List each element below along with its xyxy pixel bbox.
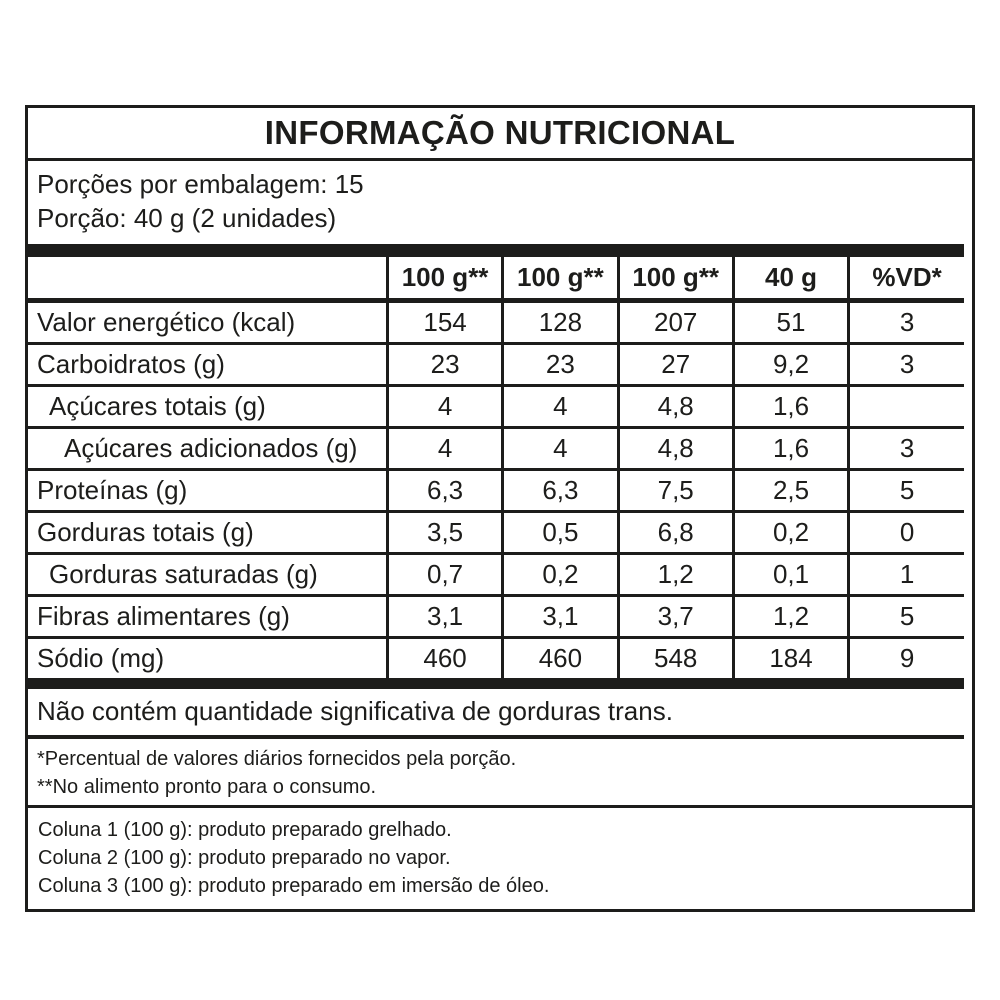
row-value: 3,7 (618, 596, 733, 638)
table-row-saturated-fat (28, 554, 964, 596)
row-value: 2,5 (733, 470, 848, 512)
serving-size: Porção: 40 g (2 unidades) (37, 203, 337, 233)
thick-divider-bar-top (28, 244, 964, 257)
row-value: 207 (618, 301, 733, 344)
row-value: 7,5 (618, 470, 733, 512)
row-value: 5 (849, 470, 964, 512)
nutrition-label-box (25, 105, 975, 813)
nutrition-table (28, 257, 964, 681)
row-value: 1,2 (733, 596, 848, 638)
row-label: Proteínas (g) (28, 470, 387, 512)
row-value: 4,8 (618, 386, 733, 428)
table-row-fiber (28, 596, 964, 638)
row-value: 23 (387, 344, 502, 386)
row-value: 3 (849, 344, 964, 386)
row-value: 3,1 (503, 596, 618, 638)
column-header-100g-3: 100 g** (618, 257, 733, 301)
serving-info (28, 161, 972, 244)
column-header-100g-1: 100 g** (387, 257, 502, 301)
footnote-daily-values: *Percentual de valores diários fornecidos pela porção. (37, 748, 517, 770)
table-row-protein (28, 470, 964, 512)
row-value: 4 (503, 428, 618, 470)
table-row-total-sugars (28, 386, 964, 428)
row-value: 27 (618, 344, 733, 386)
table-row-sodium (28, 638, 964, 680)
table-row-energy (28, 301, 964, 344)
row-value: 0 (849, 512, 964, 554)
footnote-ready-to-eat: **No alimento pronto para o consumo. (37, 776, 377, 798)
row-label: Valor energético (kcal) (28, 301, 387, 344)
row-label: Gorduras totais (g) (28, 512, 387, 554)
row-value: 1,6 (733, 386, 848, 428)
column-note-1: Coluna 1 (100 g): produto preparado grelhado. (38, 819, 452, 841)
row-value: 51 (733, 301, 848, 344)
row-label: Sódio (mg) (28, 638, 387, 680)
thick-divider-bar-bottom (28, 681, 964, 689)
column-header-100g-2: 100 g** (503, 257, 618, 301)
label-title: INFORMAÇÃO NUTRICIONAL (28, 108, 972, 161)
row-value: 184 (733, 638, 848, 680)
column-note-2: Coluna 2 (100 g): produto preparado no vapor. (38, 847, 451, 869)
row-value: 23 (503, 344, 618, 386)
row-value: 460 (503, 638, 618, 680)
row-value: 6,8 (618, 512, 733, 554)
row-value (849, 386, 964, 428)
row-value: 4 (387, 386, 502, 428)
row-value: 0,7 (387, 554, 502, 596)
row-value: 3 (849, 301, 964, 344)
row-value: 128 (503, 301, 618, 344)
row-value: 5 (849, 596, 964, 638)
column-header-empty (28, 257, 387, 301)
row-label: Açúcares adicionados (g) (28, 428, 387, 470)
servings-per-package: Porções por embalagem: 15 (37, 169, 364, 199)
row-label: Carboidratos (g) (28, 344, 387, 386)
column-notes-box (25, 805, 975, 912)
table-row-added-sugars (28, 428, 964, 470)
row-value: 9,2 (733, 344, 848, 386)
table-row-carbs (28, 344, 964, 386)
trans-fat-note: Não contém quantidade significativa de gorduras trans. (37, 696, 673, 726)
row-value: 0,1 (733, 554, 848, 596)
row-value: 3,5 (387, 512, 502, 554)
column-header-40g: 40 g (733, 257, 848, 301)
row-value: 0,2 (733, 512, 848, 554)
column-header-vd: %VD* (849, 257, 964, 301)
footnotes (28, 739, 972, 810)
row-value: 548 (618, 638, 733, 680)
row-value: 154 (387, 301, 502, 344)
row-value: 4,8 (618, 428, 733, 470)
row-value: 0,5 (503, 512, 618, 554)
row-value: 4 (503, 386, 618, 428)
row-value: 6,3 (503, 470, 618, 512)
row-value: 1 (849, 554, 964, 596)
row-label: Fibras alimentares (g) (28, 596, 387, 638)
table-header-row (28, 257, 964, 301)
row-value: 3 (849, 428, 964, 470)
column-note-3: Coluna 3 (100 g): produto preparado em imersão de óleo. (38, 875, 550, 897)
table-row-total-fat (28, 512, 964, 554)
row-value: 0,2 (503, 554, 618, 596)
row-label: Gorduras saturadas (g) (28, 554, 387, 596)
row-value: 3,1 (387, 596, 502, 638)
row-value: 1,6 (733, 428, 848, 470)
row-value: 460 (387, 638, 502, 680)
row-value: 6,3 (387, 470, 502, 512)
row-value: 4 (387, 428, 502, 470)
row-value: 9 (849, 638, 964, 680)
row-label: Açúcares totais (g) (28, 386, 387, 428)
row-value: 1,2 (618, 554, 733, 596)
